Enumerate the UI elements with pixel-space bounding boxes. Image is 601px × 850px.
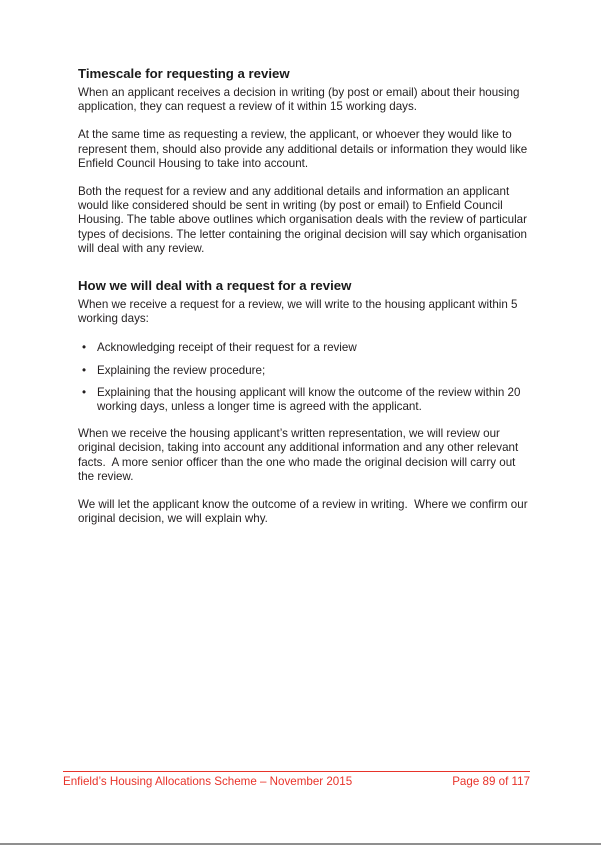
page-footer <box>63 771 530 789</box>
list-item <box>78 341 532 355</box>
footer-document-title: Enfield’s Housing Allocations Scheme – November 2015 <box>63 775 353 788</box>
paragraph: When we receive the housing applicant’s written representation, we will review our original decision, taking into account any additional information and any other relevant facts. A more senior officer than the one who made the original decision will carry out the review. <box>78 427 522 483</box>
paragraph: We will let the applicant know the outcome of a review in writing. Where we confirm our original decision, we will explain why. <box>78 498 531 526</box>
list-item-text: Explaining the review procedure; <box>97 363 266 377</box>
list-item <box>78 364 532 378</box>
paragraph: Both the request for a review and any additional details and information an applicant would like considered should be sent in writing (by post or email) to Enfield Council Housing. The table above outlines which organisation deals with the review of particular types of decisions. The letter containing the original decision will say which organisation will deal with any review. <box>78 185 531 255</box>
section-heading-how-we-deal: How we will deal with a request for a review <box>78 278 352 294</box>
paragraph: At the same time as requesting a review, the applicant, or whoever they would like to represent them, should also provide any additional details or information they would like Enfield Council Housing to take into account. <box>78 128 531 170</box>
paragraph: When we receive a request for a review, we will write to the housing applicant within 5 working days: <box>78 298 521 326</box>
list-item <box>78 386 532 414</box>
footer-divider <box>63 771 530 772</box>
bullet-icon: • <box>82 385 87 399</box>
list-item-text: Explaining that the housing applicant will know the outcome of the review within 20 working days, unless a longer time is agreed with the applicant. <box>97 385 521 414</box>
section-heading-timescale: Timescale for requesting a review <box>78 66 290 81</box>
document-body <box>78 66 532 540</box>
list-item-text: Acknowledging receipt of their request for a review <box>97 341 357 355</box>
paragraph: When an applicant receives a decision in writing (by post or email) about their housing application, they can request a review of it within 15 working days. <box>78 86 523 114</box>
bullet-list <box>78 341 532 414</box>
footer-page-number: Page 89 of 117 <box>452 775 530 788</box>
page-bottom-edge <box>0 843 601 845</box>
bullet-icon: • <box>82 363 87 377</box>
bullet-icon: • <box>82 341 87 355</box>
